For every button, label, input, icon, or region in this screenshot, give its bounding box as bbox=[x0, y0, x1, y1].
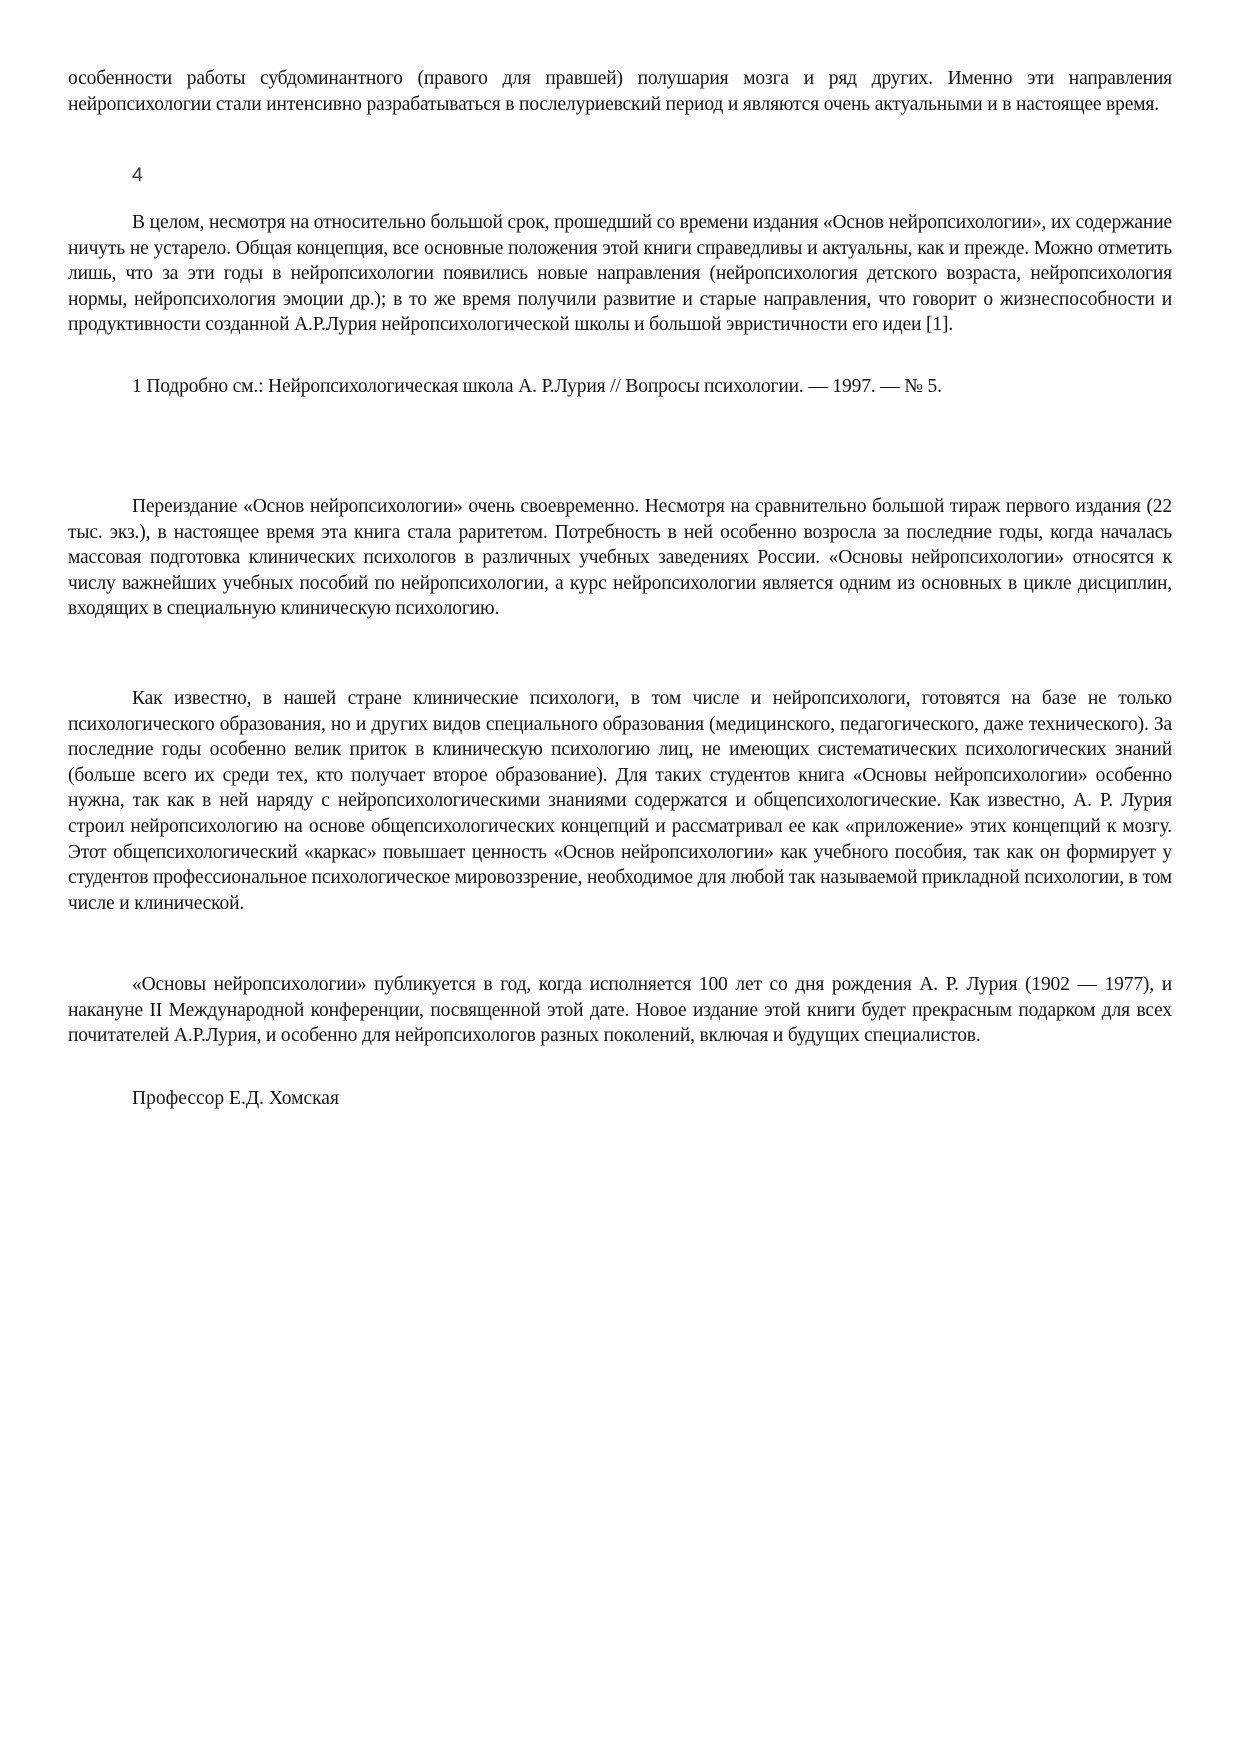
paragraph-2: Переиздание «Основ нейропсихологии» очень своевременно. Несмотря на сравнительно большой тираж первого издания (22 тыс. экз.), в настоящее время эта книга стала раритетом. Потребность в ней особенно возросла за последние годы, когда началась массовая подготовка клинических психологов в различных учебных заведениях России. «Основы нейропсихологии» относятся к числу важнейших учебных пособий по нейропсихологии, а курс нейропсихологии является одним из основных в цикле дисциплин, входящих в специальную клиническую психологию. bbox=[68, 496, 1172, 620]
paragraph-3: Как известно, в нашей стране клинические психологи, в том числе и нейропсихологи, готовятся на базе не только психологического образования, но и других видов специального образования (медицинского, педагогического, даже технического). За последние годы особенно велик приток в клиническую психологию лиц, не имеющих систематических психологических знаний (больше всего их среди тех, кто получает второе образование). Для таких студентов книга «Основы нейропсихологии» особенно нужна, так как в ней наряду с нейропсихологическими знаниями содержатся и общепсихологические. Как известно, А. Р. Лурия строил нейропсихологию на основе общепсихологических концепций и рассматривал ее как «приложение» этих концепций к мозгу. Этот общепсихологический «каркас» повышает ценность «Основ нейропсихологии» как учебного пособия, так как он формирует у студентов профессиональное психологическое мировоззрение, необходимое для любой так называемой прикладной психологии, в том числе и клинической. bbox=[68, 688, 1172, 914]
page-marker: 4 bbox=[132, 164, 143, 186]
footnote: 1 Подробно см.: Нейропсихологическая школа А. Р.Лурия // Вопросы психологии. — 1997. — № 5. bbox=[132, 376, 942, 397]
signature: Профессор Е.Д. Хомская bbox=[132, 1088, 339, 1109]
paragraph-continuation: особенности работы субдоминантного (правого для правшей) полушария мозга и ряд других. Именно эти направления нейропсихологии стали интенсивно разрабатываться в послелуриевский период и являются очень актуальными и в настоящее время. bbox=[68, 68, 1172, 115]
paragraph-4: «Основы нейропсихологии» публикуется в год, когда исполняется 100 лет со дня рождения А. Р. Лурия (1902 — 1977), и накануне II Международной конференции, посвященной этой дате. Новое издание этой книги будет прекрасным подарком для всех почитателей А.Р.Лурия, и особенно для нейропсихологов разных поколений, включая и будущих специалистов. bbox=[68, 974, 1172, 1047]
paragraph-1: В целом, несмотря на относительно большой срок, прошедший со времени издания «Основ нейропсихологии», их содержание ничуть не устарело. Общая концепция, все основные положения этой книги справедливы и актуальны, как и прежде. Можно отметить лишь, что за эти годы в нейропсихологии появились новые направления (нейропсихология детского возраста, нейропсихология нормы, нейропсихология эмоции др.); в то же время получили развитие и старые направления, что говорит о жизнеспособности и продуктивности созданной А.Р.Лурия нейропсихологической школы и большой эвристичности его идеи [1]. bbox=[68, 212, 1172, 336]
